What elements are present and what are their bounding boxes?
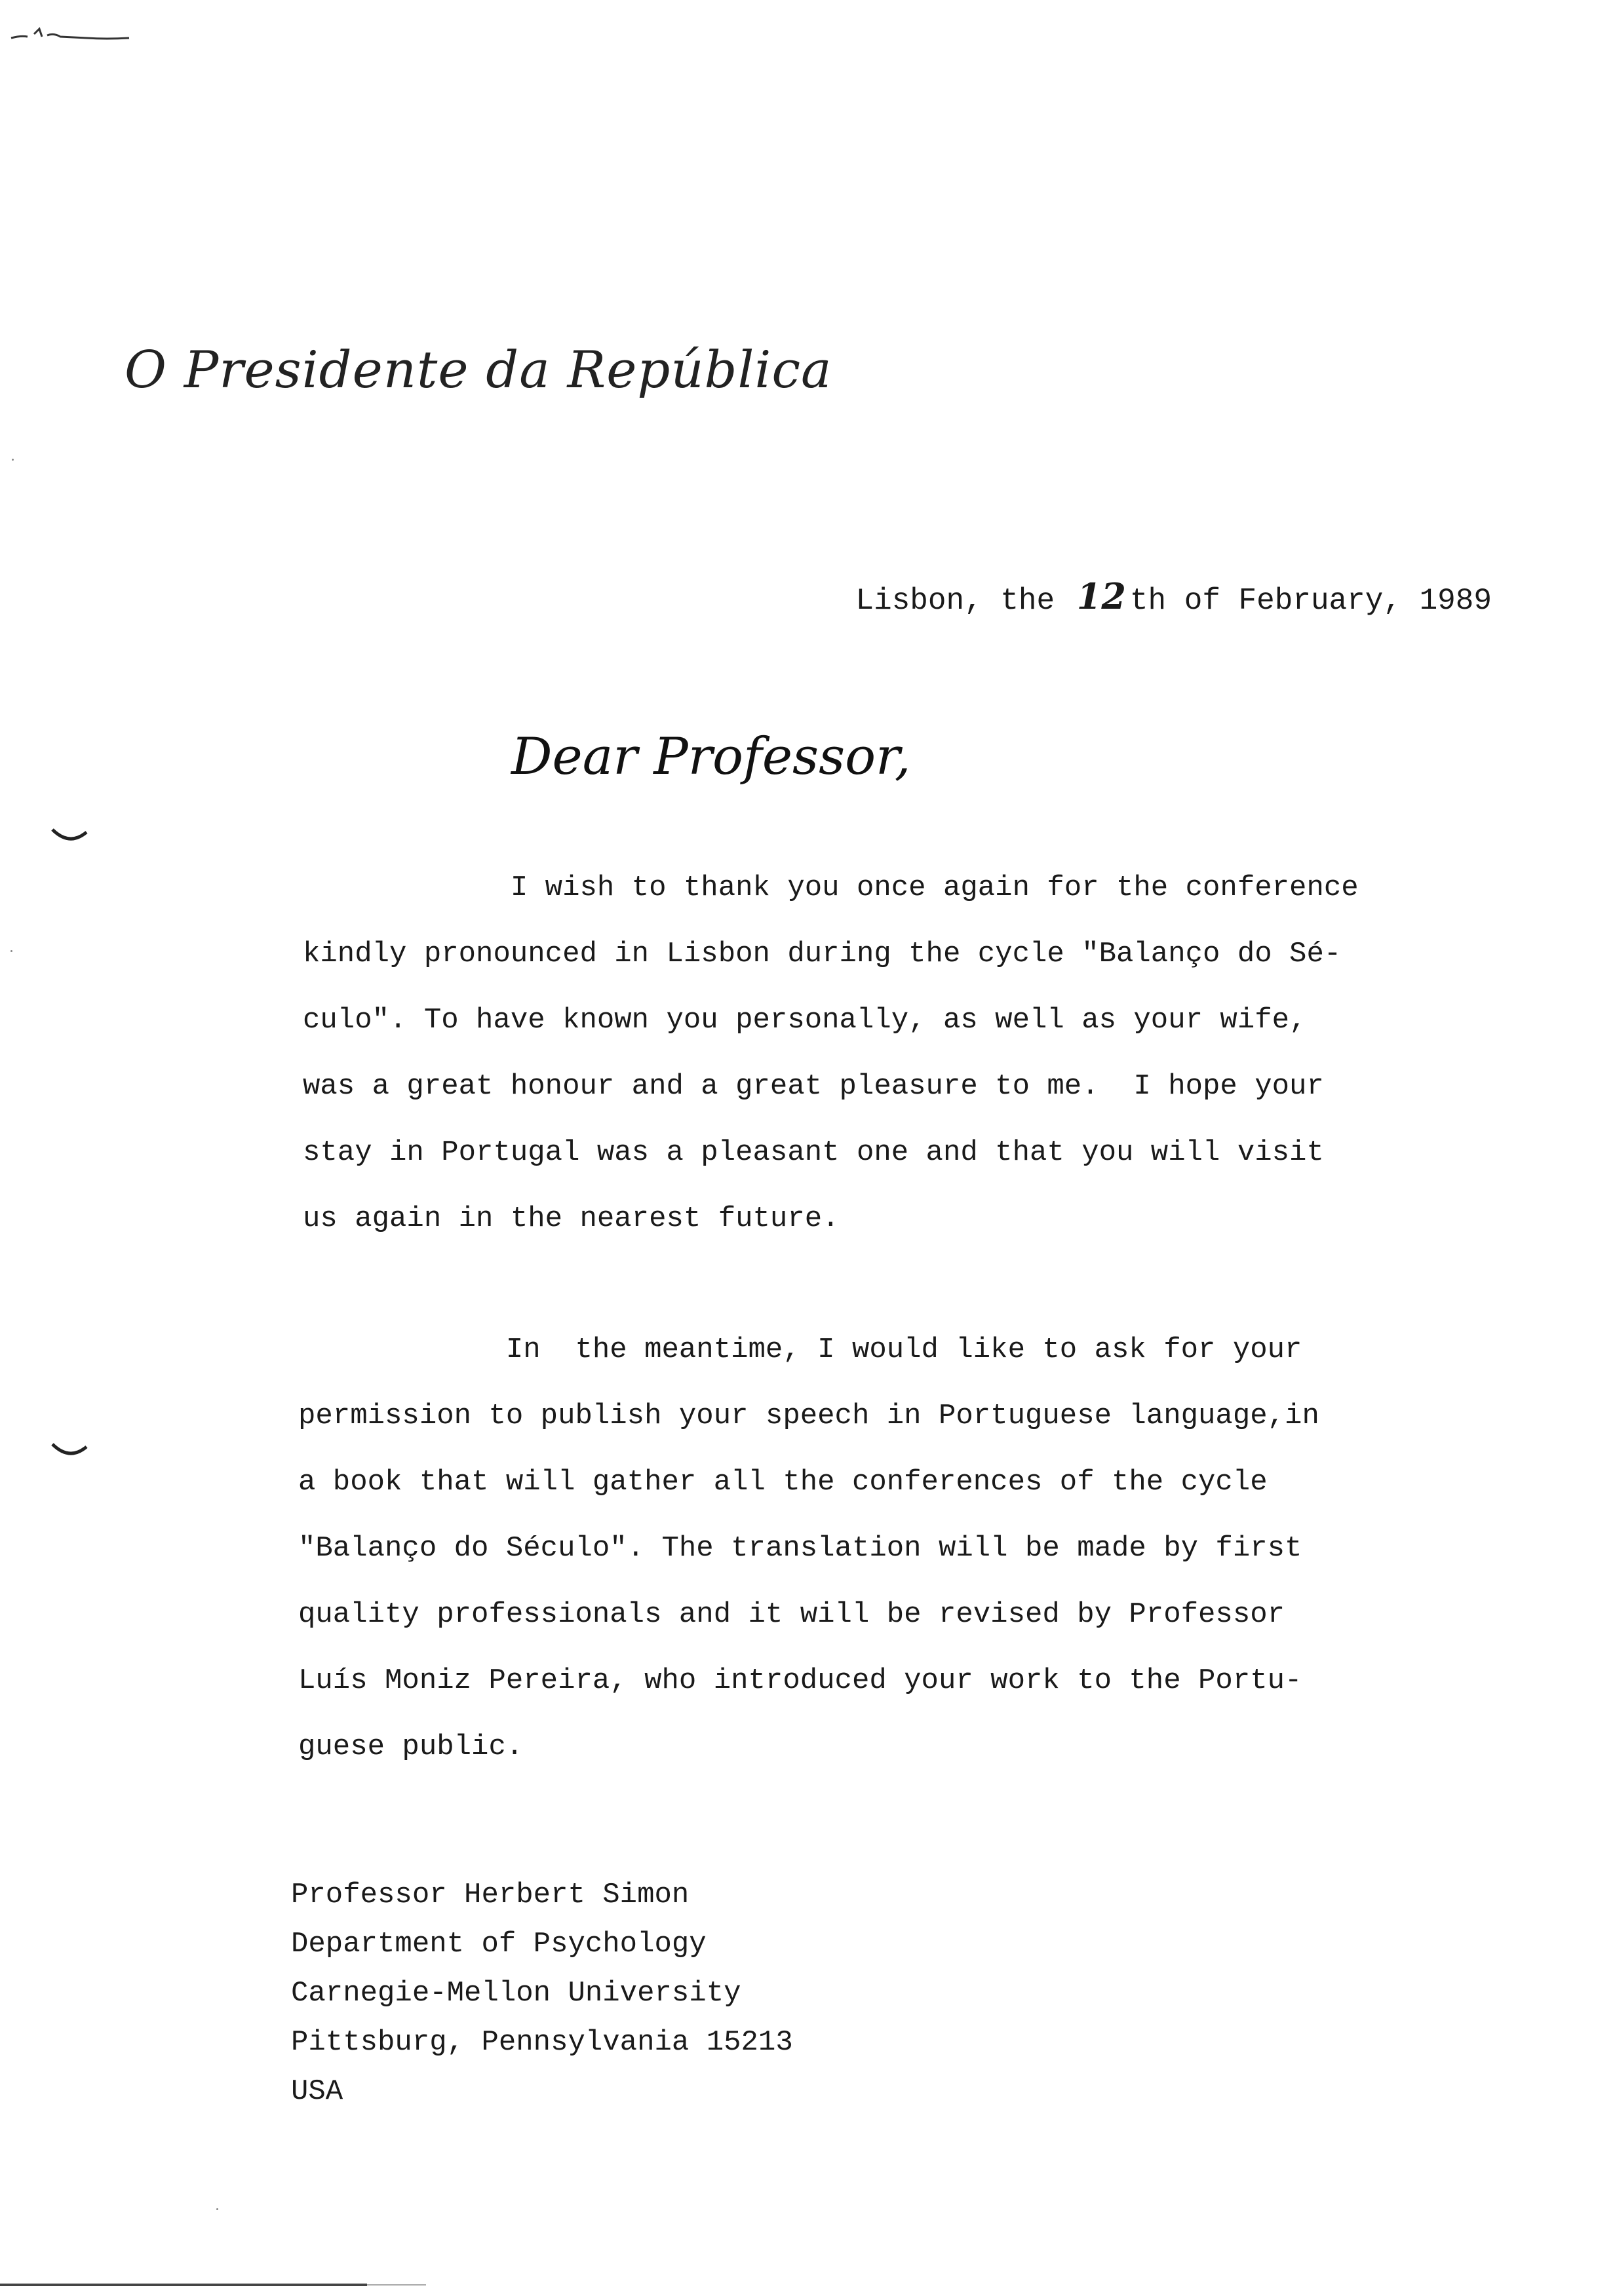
- address-line: Pittsburg, Pennsylvania 15213: [291, 2026, 793, 2059]
- paragraph-line: "Balanço do Século". The translation will be made by first: [298, 1532, 1302, 1565]
- margin-mark: [51, 827, 88, 845]
- paragraph-line: permission to publish your speech in Portuguese language,in: [298, 1400, 1319, 1432]
- paragraph-line: In the meantime, I would like to ask for your: [298, 1333, 1302, 1366]
- scan-speck: [12, 459, 14, 461]
- paragraph-line: was a great honour and a great pleasure to me. I hope your: [303, 1070, 1324, 1103]
- dateline-prefix: Lisbon, the: [855, 584, 1055, 618]
- handwritten-salutation: Dear Professor,: [511, 727, 911, 786]
- bottom-edge-rule: [367, 2284, 426, 2286]
- paragraph-line: quality professionals and it will be revised by Professor: [298, 1598, 1285, 1631]
- paragraph-line: I wish to thank you once again for the conference: [303, 871, 1359, 904]
- body-paragraph-2: [298, 1317, 1491, 1780]
- paragraph-line: Luís Moniz Pereira, who introduced your work to the Portu-: [298, 1664, 1302, 1697]
- address-line: USA: [291, 2075, 343, 2108]
- body-paragraph-1: [303, 855, 1496, 1252]
- recipient-address: [291, 1871, 793, 2116]
- bottom-edge-rule: [0, 2284, 367, 2286]
- letterhead-title: O Presidente da República: [125, 341, 832, 400]
- address-line: Department of Psychology: [291, 1928, 707, 1961]
- paragraph-line: culo". To have known you personally, as well as your wife,: [303, 1004, 1307, 1037]
- address-line: Professor Herbert Simon: [291, 1879, 690, 1911]
- paragraph-line: kindly pronounced in Lisbon during the cycle "Balanço do Sé-: [303, 938, 1342, 970]
- paragraph-line: a book that will gather all the conferences of the cycle: [298, 1466, 1268, 1499]
- paragraph-line: stay in Portugal was a pleasant one and that you will visit: [303, 1136, 1324, 1169]
- margin-mark: [51, 1442, 88, 1460]
- paragraph-line: us again in the nearest future.: [303, 1202, 840, 1235]
- dateline-handwritten-day: 12: [1076, 575, 1126, 617]
- scan-speck: [216, 2208, 218, 2210]
- scan-speck: [10, 950, 12, 952]
- dateline: [855, 575, 1492, 618]
- corner-scribble: [8, 20, 132, 46]
- paragraph-line: guese public.: [298, 1731, 524, 1763]
- address-line: Carnegie-Mellon University: [291, 1977, 741, 2010]
- dateline-suffix: th of February, 1989: [1129, 584, 1492, 618]
